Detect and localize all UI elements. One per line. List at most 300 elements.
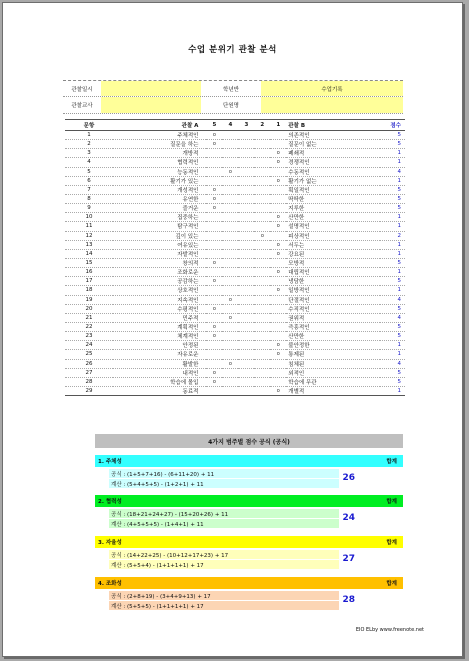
- rating-cell-5[interactable]: o: [206, 277, 222, 286]
- row-score: 5: [380, 185, 405, 194]
- row-item-b: 불안정한: [286, 341, 380, 350]
- category-section: [95, 455, 403, 493]
- rating-cell-4[interactable]: [222, 386, 238, 395]
- rating-cell-2[interactable]: [254, 158, 270, 167]
- rating-cell-2[interactable]: [254, 341, 270, 350]
- category-body: [95, 589, 403, 615]
- rating-cell-4[interactable]: [222, 149, 238, 158]
- rating-cell-2[interactable]: [254, 258, 270, 267]
- row-item-b: 지루한: [286, 204, 380, 213]
- rating-cell-5[interactable]: o: [206, 194, 222, 203]
- row-item-a: 주체적인: [113, 131, 207, 140]
- rating-cell-3[interactable]: [238, 131, 254, 140]
- rating-cell-5[interactable]: o: [206, 140, 222, 149]
- rating-cell-5[interactable]: o: [206, 322, 222, 331]
- rating-cell-1[interactable]: [270, 167, 286, 176]
- col-b: 관찰 B: [286, 120, 380, 131]
- rating-cell-2[interactable]: [254, 313, 270, 322]
- rating-cell-5[interactable]: [206, 176, 222, 185]
- row-score: 1: [380, 176, 405, 185]
- category-body: [95, 548, 403, 574]
- rating-cell-5[interactable]: o: [206, 185, 222, 194]
- category-bar: [95, 577, 403, 589]
- row-number: 28: [65, 377, 113, 386]
- rating-cell-1[interactable]: o: [270, 268, 286, 277]
- rating-cell-5[interactable]: [206, 158, 222, 167]
- rating-cell-5[interactable]: [206, 167, 222, 176]
- rating-cell-1[interactable]: o: [270, 350, 286, 359]
- rating-cell-3[interactable]: [238, 249, 254, 258]
- row-number: 15: [65, 258, 113, 267]
- field-class[interactable]: [261, 81, 403, 96]
- row-number: 29: [65, 386, 113, 395]
- rating-cell-5[interactable]: [206, 341, 222, 350]
- rating-cell-5[interactable]: o: [206, 204, 222, 213]
- rating-cell-1[interactable]: o: [270, 158, 286, 167]
- row-item-b: 일방적인: [286, 286, 380, 295]
- col-3: 3: [238, 120, 254, 131]
- row-score: 1: [380, 249, 405, 258]
- category-section: [95, 495, 403, 533]
- row-number: 20: [65, 304, 113, 313]
- rating-cell-4[interactable]: [222, 194, 238, 203]
- category-bar: [95, 495, 403, 507]
- row-item-b: 의존적인: [286, 131, 380, 140]
- category-body: [95, 507, 403, 533]
- row-item-b: 강요된: [286, 249, 380, 258]
- rating-cell-2[interactable]: [254, 194, 270, 203]
- row-item-b: 권위적: [286, 313, 380, 322]
- col-no: 문항: [65, 120, 113, 131]
- rating-cell-3[interactable]: [238, 359, 254, 368]
- row-number: 17: [65, 277, 113, 286]
- rating-cell-5[interactable]: o: [206, 332, 222, 341]
- category-label: 3. 자율성: [98, 540, 122, 546]
- rating-cell-4[interactable]: o: [222, 167, 238, 176]
- row-item-a: 안정된: [113, 341, 207, 350]
- row-item-a: 내적인: [113, 368, 207, 377]
- rating-cell-4[interactable]: [222, 332, 238, 341]
- row-item-b: 즉흥적인: [286, 322, 380, 331]
- row-item-a: 즐거운: [113, 204, 207, 213]
- row-number: 21: [65, 313, 113, 322]
- rating-cell-2[interactable]: [254, 368, 270, 377]
- rating-cell-3[interactable]: [238, 313, 254, 322]
- row-item-a: 개성적인: [113, 185, 207, 194]
- rating-cell-1[interactable]: [270, 313, 286, 322]
- formula-line: 공식 : (18+21+24+27) - (15+20+26) + 11: [109, 509, 339, 518]
- table-row: [65, 176, 405, 185]
- rating-cell-3[interactable]: [238, 368, 254, 377]
- label-lesson-record: 수업기록: [321, 86, 343, 93]
- rating-cell-3[interactable]: [238, 158, 254, 167]
- row-item-a: 민주적: [113, 313, 207, 322]
- rating-cell-1[interactable]: [270, 304, 286, 313]
- rating-cell-2[interactable]: [254, 322, 270, 331]
- rating-cell-5[interactable]: [206, 286, 222, 295]
- row-score: 5: [380, 304, 405, 313]
- row-score: 1: [380, 222, 405, 231]
- rating-cell-1[interactable]: [270, 131, 286, 140]
- category-total-label: 합계: [386, 499, 397, 505]
- col-1: 1: [270, 120, 286, 131]
- label-observation-date: 관찰일시: [71, 86, 93, 93]
- row-item-a: 활기가 있는: [113, 176, 207, 185]
- rating-cell-4[interactable]: [222, 322, 238, 331]
- rating-cell-2[interactable]: [254, 377, 270, 386]
- row-number: 9: [65, 204, 113, 213]
- row-item-a: 협력적인: [113, 158, 207, 167]
- rating-cell-5[interactable]: [206, 350, 222, 359]
- rating-cell-2[interactable]: [254, 140, 270, 149]
- rating-cell-1[interactable]: o: [270, 249, 286, 258]
- rating-cell-1[interactable]: [270, 194, 286, 203]
- rating-cell-5[interactable]: [206, 249, 222, 258]
- formula-line: 공식 : (2+8+19) - (3+4+9+13) + 17: [109, 591, 339, 600]
- row-score: 1: [380, 286, 405, 295]
- category-bar: [95, 536, 403, 548]
- calculation-line: 계산 : (5+4+5+5) - (1+2+1) + 11: [109, 479, 339, 488]
- rating-cell-3[interactable]: [238, 286, 254, 295]
- category-section: [95, 577, 403, 615]
- rating-cell-2[interactable]: [254, 149, 270, 158]
- row-number: 5: [65, 167, 113, 176]
- rating-cell-3[interactable]: [238, 332, 254, 341]
- rating-cell-5[interactable]: [206, 268, 222, 277]
- row-score: 5: [380, 377, 405, 386]
- rating-cell-1[interactable]: o: [270, 222, 286, 231]
- rating-cell-4[interactable]: [222, 350, 238, 359]
- category-result: 24: [342, 513, 355, 523]
- rating-cell-1[interactable]: [270, 231, 286, 240]
- col-2: 2: [254, 120, 270, 131]
- row-item-a: 여유있는: [113, 240, 207, 249]
- row-item-a: 지속적인: [113, 295, 207, 304]
- rating-cell-2[interactable]: [254, 222, 270, 231]
- row-number: 10: [65, 213, 113, 222]
- rating-cell-1[interactable]: o: [270, 386, 286, 395]
- rating-cell-1[interactable]: o: [270, 286, 286, 295]
- row-item-b: 학습에 무관: [286, 377, 380, 386]
- rating-cell-3[interactable]: [238, 167, 254, 176]
- table-row: [65, 341, 405, 350]
- rating-cell-2[interactable]: [254, 350, 270, 359]
- category-section: [95, 536, 403, 574]
- rating-cell-2[interactable]: [254, 304, 270, 313]
- rating-cell-3[interactable]: [238, 277, 254, 286]
- rating-cell-2[interactable]: [254, 240, 270, 249]
- field-observer[interactable]: [101, 97, 201, 113]
- rating-cell-3[interactable]: [238, 258, 254, 267]
- header-row-1: [63, 80, 403, 97]
- rating-cell-3[interactable]: [238, 377, 254, 386]
- category-result: 26: [342, 473, 355, 483]
- table-row: [65, 322, 405, 331]
- rating-cell-3[interactable]: [238, 213, 254, 222]
- rating-cell-1[interactable]: [270, 204, 286, 213]
- rating-cell-2[interactable]: [254, 204, 270, 213]
- rating-cell-1[interactable]: [270, 185, 286, 194]
- table-row: [65, 313, 405, 322]
- rating-cell-2[interactable]: [254, 185, 270, 194]
- rating-cell-2[interactable]: [254, 167, 270, 176]
- rating-cell-1[interactable]: [270, 295, 286, 304]
- rating-cell-5[interactable]: [206, 222, 222, 231]
- rating-cell-4[interactable]: [222, 204, 238, 213]
- row-score: 4: [380, 359, 405, 368]
- row-score: 5: [380, 322, 405, 331]
- row-item-a: 자발적인: [113, 249, 207, 258]
- rating-cell-4[interactable]: [222, 240, 238, 249]
- row-number: 13: [65, 240, 113, 249]
- category-label: 4. 조화성: [98, 581, 122, 587]
- category-result: 27: [342, 554, 355, 564]
- document-page: [2, 2, 463, 657]
- row-item-b: 수동적인: [286, 167, 380, 176]
- rating-cell-2[interactable]: [254, 249, 270, 258]
- table-row: [65, 140, 405, 149]
- rating-cell-5[interactable]: [206, 213, 222, 222]
- summary-title: 4가지 범주별 점수 공식 (공식): [95, 434, 403, 448]
- row-item-a: 능동적인: [113, 167, 207, 176]
- rating-cell-1[interactable]: o: [270, 213, 286, 222]
- category-total-label: 합계: [386, 459, 397, 465]
- formula-line: 공식 : (14+22+25) - (10+12+17+23) + 17: [109, 550, 339, 559]
- row-item-b: 대립적인: [286, 268, 380, 277]
- row-score: 5: [380, 131, 405, 140]
- rating-cell-2[interactable]: [254, 286, 270, 295]
- rating-cell-4[interactable]: [222, 249, 238, 258]
- table-body: [65, 131, 405, 396]
- rating-cell-4[interactable]: [222, 258, 238, 267]
- rating-cell-5[interactable]: o: [206, 377, 222, 386]
- rating-cell-4[interactable]: [222, 277, 238, 286]
- rating-cell-4[interactable]: [222, 158, 238, 167]
- rating-cell-1[interactable]: o: [270, 341, 286, 350]
- rating-cell-4[interactable]: [222, 185, 238, 194]
- rating-cell-3[interactable]: [238, 176, 254, 185]
- row-number: 14: [65, 249, 113, 258]
- rating-cell-4[interactable]: [222, 368, 238, 377]
- category-total-label: 합계: [386, 581, 397, 587]
- row-score: 5: [380, 258, 405, 267]
- rating-cell-5[interactable]: [206, 149, 222, 158]
- table-row: [65, 204, 405, 213]
- row-item-b: 딱딱한: [286, 194, 380, 203]
- row-score: 4: [380, 313, 405, 322]
- row-item-a: 자유로운: [113, 350, 207, 359]
- rating-cell-4[interactable]: [222, 377, 238, 386]
- row-score: 4: [380, 295, 405, 304]
- field-unit[interactable]: [261, 97, 403, 113]
- table-row: [65, 359, 405, 368]
- rating-cell-4[interactable]: o: [222, 313, 238, 322]
- rating-cell-3[interactable]: [238, 304, 254, 313]
- row-number: 25: [65, 350, 113, 359]
- rating-cell-1[interactable]: o: [270, 176, 286, 185]
- rating-cell-1[interactable]: [270, 322, 286, 331]
- table-header: [65, 120, 405, 131]
- rating-cell-5[interactable]: o: [206, 131, 222, 140]
- rating-cell-2[interactable]: [254, 176, 270, 185]
- category-bar: [95, 455, 403, 467]
- row-item-b: 활기가 없는: [286, 176, 380, 185]
- rating-cell-4[interactable]: [222, 304, 238, 313]
- observation-table: [65, 119, 405, 396]
- table-row: [65, 268, 405, 277]
- rating-cell-2[interactable]: [254, 131, 270, 140]
- row-item-a: 질문을 하는: [113, 140, 207, 149]
- rating-cell-1[interactable]: [270, 368, 286, 377]
- rating-cell-3[interactable]: [238, 149, 254, 158]
- rating-cell-3[interactable]: [238, 386, 254, 395]
- rating-cell-4[interactable]: [222, 222, 238, 231]
- row-item-b: 피상적인: [286, 231, 380, 240]
- rating-cell-1[interactable]: [270, 277, 286, 286]
- row-number: 19: [65, 295, 113, 304]
- rating-cell-4[interactable]: [222, 140, 238, 149]
- table-row: [65, 249, 405, 258]
- label-class: 학년반: [223, 86, 239, 93]
- row-number: 24: [65, 341, 113, 350]
- rating-cell-2[interactable]: [254, 277, 270, 286]
- rating-cell-2[interactable]: [254, 213, 270, 222]
- rating-cell-5[interactable]: o: [206, 258, 222, 267]
- row-score: 5: [380, 368, 405, 377]
- row-score: 5: [380, 204, 405, 213]
- rating-cell-1[interactable]: [270, 140, 286, 149]
- calculation-line: 계산 : (4+5+5+5) - (1+4+1) + 11: [109, 519, 339, 528]
- rating-cell-5[interactable]: o: [206, 368, 222, 377]
- label-observer: 관찰교사: [71, 103, 93, 109]
- row-item-a: 개방적: [113, 149, 207, 158]
- row-item-a: 공감하는: [113, 277, 207, 286]
- row-score: 1: [380, 341, 405, 350]
- rating-cell-2[interactable]: [254, 386, 270, 395]
- table-row: [65, 149, 405, 158]
- row-item-b: 외적인: [286, 368, 380, 377]
- rating-cell-5[interactable]: [206, 240, 222, 249]
- rating-cell-3[interactable]: [238, 295, 254, 304]
- rating-cell-3[interactable]: [238, 222, 254, 231]
- page-title: 수업 분위기 관찰 분석: [188, 45, 277, 55]
- rating-cell-4[interactable]: [222, 231, 238, 240]
- row-score: 1: [380, 149, 405, 158]
- rating-cell-4[interactable]: [222, 213, 238, 222]
- table-row: [65, 295, 405, 304]
- rating-cell-4[interactable]: o: [222, 295, 238, 304]
- rating-cell-3[interactable]: [238, 341, 254, 350]
- rating-cell-2[interactable]: o: [254, 231, 270, 240]
- rating-cell-3[interactable]: [238, 350, 254, 359]
- row-number: 11: [65, 222, 113, 231]
- rating-cell-4[interactable]: o: [222, 359, 238, 368]
- rating-cell-3[interactable]: [238, 240, 254, 249]
- row-item-a: 계획적인: [113, 322, 207, 331]
- row-item-a: 깊이 있는: [113, 231, 207, 240]
- rating-cell-3[interactable]: [238, 194, 254, 203]
- row-score: 5: [380, 194, 405, 203]
- row-item-a: 조화로운: [113, 268, 207, 277]
- label-unit: 단원명: [223, 103, 239, 109]
- row-number: 18: [65, 286, 113, 295]
- rating-cell-4[interactable]: [222, 176, 238, 185]
- table-row: [65, 158, 405, 167]
- col-a: 관찰 A: [113, 120, 207, 131]
- rating-cell-5[interactable]: [206, 359, 222, 368]
- rating-cell-1[interactable]: [270, 377, 286, 386]
- row-item-b: 경쟁적인: [286, 158, 380, 167]
- rating-cell-3[interactable]: [238, 185, 254, 194]
- rating-cell-5[interactable]: [206, 386, 222, 395]
- row-item-b: 단절적인: [286, 295, 380, 304]
- rating-cell-4[interactable]: [222, 341, 238, 350]
- rating-cell-1[interactable]: o: [270, 149, 286, 158]
- table-row: [65, 231, 405, 240]
- rating-cell-2[interactable]: [254, 332, 270, 341]
- observation-header: [63, 80, 403, 114]
- rating-cell-1[interactable]: [270, 359, 286, 368]
- row-score: 1: [380, 268, 405, 277]
- row-item-a: 체계적인: [113, 332, 207, 341]
- rating-cell-4[interactable]: [222, 286, 238, 295]
- category-result: 28: [342, 595, 355, 605]
- rating-cell-5[interactable]: [206, 231, 222, 240]
- row-number: 27: [65, 368, 113, 377]
- row-item-a: 학습에 몰입: [113, 377, 207, 386]
- rating-cell-1[interactable]: o: [270, 240, 286, 249]
- rating-cell-2[interactable]: [254, 268, 270, 277]
- rating-cell-2[interactable]: [254, 295, 270, 304]
- row-number: 2: [65, 140, 113, 149]
- field-observation-date[interactable]: [101, 81, 201, 96]
- row-score: 5: [380, 277, 405, 286]
- row-item-b: 폐쇄적: [286, 149, 380, 158]
- rating-cell-4[interactable]: [222, 131, 238, 140]
- rating-cell-2[interactable]: [254, 359, 270, 368]
- row-item-b: 획일적인: [286, 185, 380, 194]
- rating-cell-4[interactable]: [222, 268, 238, 277]
- rating-cell-3[interactable]: [238, 231, 254, 240]
- table-row: [65, 213, 405, 222]
- row-score: 1: [380, 213, 405, 222]
- rating-cell-3[interactable]: [238, 268, 254, 277]
- table-row: [65, 167, 405, 176]
- row-item-b: 설명적인: [286, 222, 380, 231]
- table-row: [65, 240, 405, 249]
- rating-cell-1[interactable]: [270, 332, 286, 341]
- category-total-label: 합계: [386, 540, 397, 546]
- row-item-a: 수평적인: [113, 304, 207, 313]
- col-score: 점수: [380, 120, 405, 131]
- row-item-a: 유연한: [113, 194, 207, 203]
- rating-cell-3[interactable]: [238, 204, 254, 213]
- rating-cell-1[interactable]: [270, 258, 286, 267]
- row-item-b: 서두는: [286, 240, 380, 249]
- rating-cell-3[interactable]: [238, 322, 254, 331]
- table-row: [65, 131, 405, 140]
- row-item-b: 모방적: [286, 258, 380, 267]
- table-row: [65, 277, 405, 286]
- col-5: 5: [206, 120, 222, 131]
- row-item-b: 수직적인: [286, 304, 380, 313]
- rating-cell-5[interactable]: [206, 295, 222, 304]
- row-score: 1: [380, 240, 405, 249]
- row-number: 8: [65, 194, 113, 203]
- rating-cell-5[interactable]: [206, 313, 222, 322]
- rating-cell-5[interactable]: o: [206, 304, 222, 313]
- rating-cell-3[interactable]: [238, 140, 254, 149]
